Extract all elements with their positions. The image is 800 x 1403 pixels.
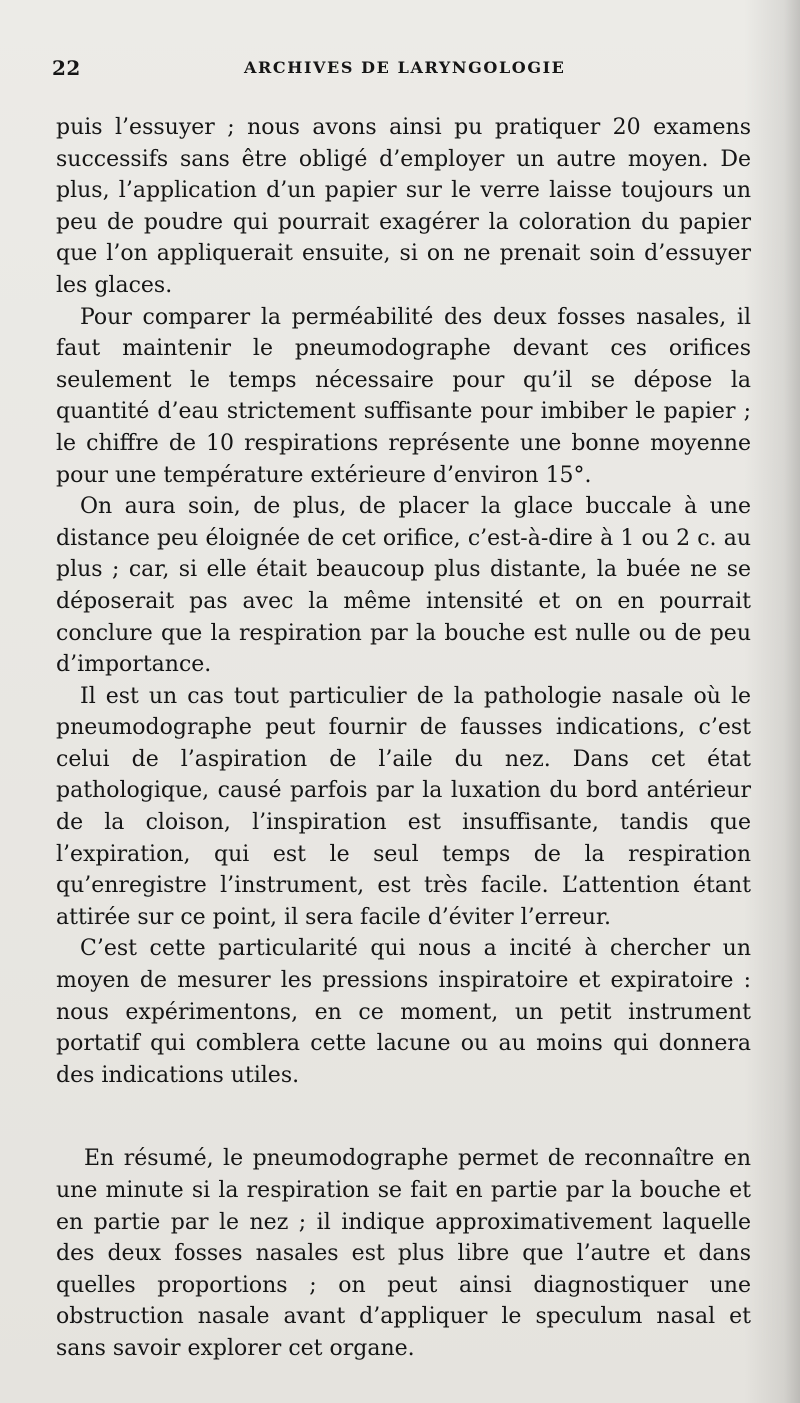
paragraph-nasal-wing: Il est un cas tout particulier de la pathologie nasale où le pneumodographe peut fournir de fausses indications, c’est celui de l’aspiration de l’aile du nez. Dans cet état pathologique, causé parfois par la luxation du bord antérieur de la cloison, l’inspiration est insuffisante, tandis que l’expiration, qui est le seul temps de la respiration qu’enregistre l’instrument, est très facile. L’attention étant attirée sur ce point, il sera facile d’éviter l’erreur. — [56, 683, 751, 930]
paragraph-permeability: Pour comparer la perméabilité des deux fosses nasales, il faut maintenir le pneumodographe devant ces orifices seulement le temps nécessaire pour qu’il se dépose la quantité d’eau strictement suffisante pour imbiber le papier ; le chiffre de 10 respirations représente une bonne moyenne pour une température extérieure d’environ 15°. — [56, 304, 751, 488]
page-header — [52, 56, 752, 86]
paragraph-buccal-glass: On aura soin, de plus, de placer la glace buccale à une distance peu éloignée de cet orifice, c’est-à-dire à 1 ou 2 c. au plus ; car, si elle était beaucoup plus distante, la buée ne se déposerait pas avec la même intensité et on en pourrait conclure que la respiration par la bouche est nulle ou de peu d’importance. — [56, 494, 751, 678]
paragraph-pressure-instrument: C’est cette particularité qui nous a incité à chercher un moyen de mesurer les pressions inspiratoire et expiratoire : nous expérimentons, en ce moment, un petit instrument portatif qui comblera cette lacune ou au moins qui donnera des indications utiles. — [56, 936, 751, 1088]
paragraph-continuation: puis l’essuyer ; nous avons ainsi pu pratiquer 20 examens successifs sans être obligé d’employer un autre moyen. De plus, l’application d’un papier sur le verre laisse toujours un peu de poudre qui pourrait exagérer la coloration du papier que l’on appliquerait ensuite, si on ne prenait soin d’essuyer les glaces. — [56, 115, 751, 298]
page-body — [56, 112, 751, 1365]
page-number: 22 — [52, 56, 81, 80]
paragraph-summary: En résumé, le pneumodographe permet de reconnaître en une minute si la respiration se fait en partie par la bouche et en partie par le nez ; il indique approximativement laquelle des deux fosses nasales est plus libre que l’autre et dans quelles proportions ; on peut ainsi diagnostiquer une obstruction nasale avant d’appliquer le speculum nasal et sans savoir explorer cet organe. — [56, 1146, 751, 1361]
running-title: ARCHIVES DE LARYNGOLOGIE — [244, 58, 566, 77]
